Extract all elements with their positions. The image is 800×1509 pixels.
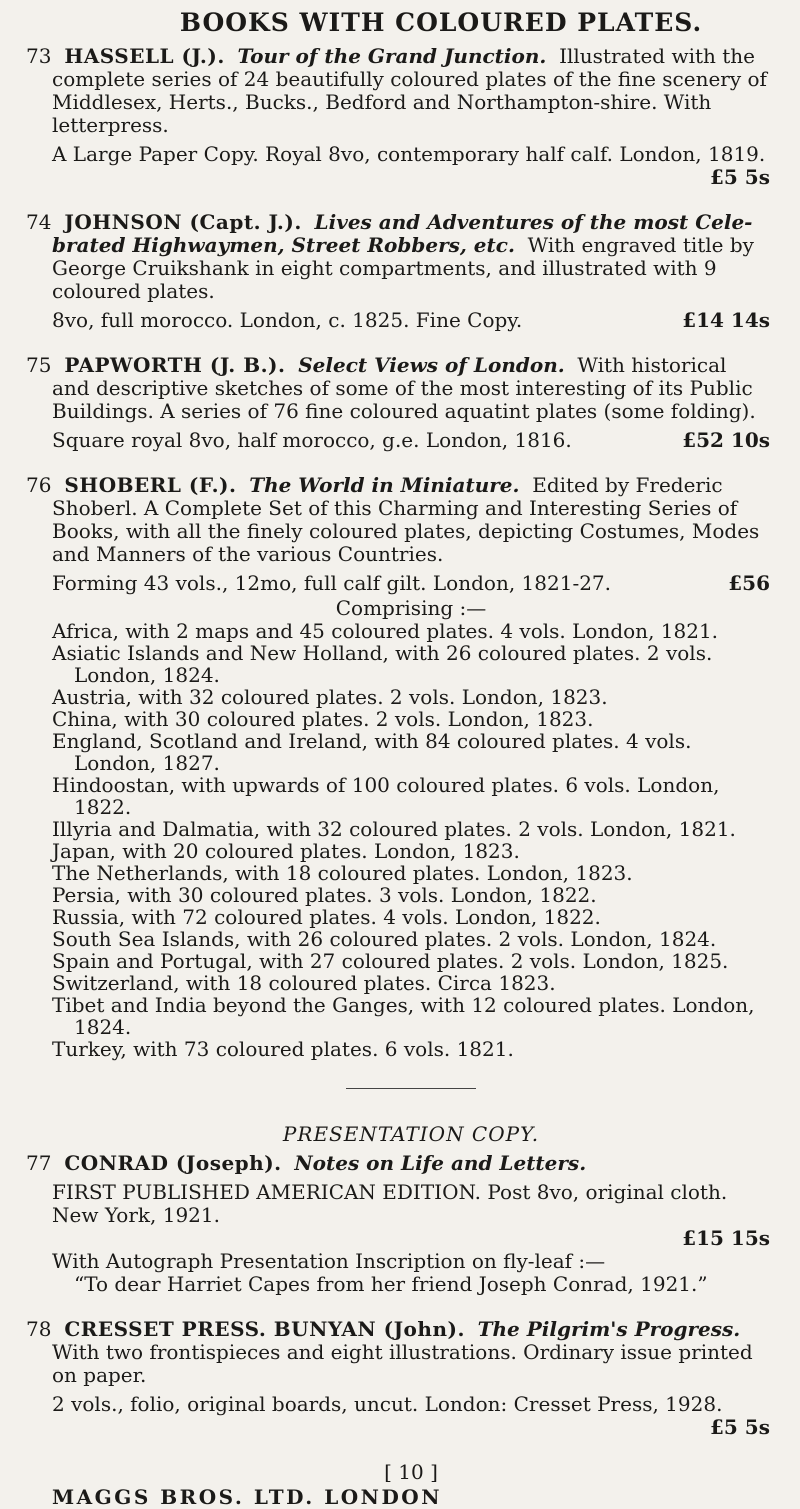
inscription-note: With Autograph Presentation Inscription on fly-leaf :— <box>52 1249 606 1273</box>
list-item: Tibet and India beyond the Ganges, with 12 coloured plates. London, 1824. <box>52 993 755 1039</box>
list-item: South Sea Islands, with 26 coloured plates. 2 vols. London, 1824. <box>52 927 717 951</box>
lot-number: 76 <box>26 473 52 497</box>
description: With two frontispieces and eight illustrations. Ordinary issue printed on paper. <box>52 1340 753 1387</box>
book-title: Lives and Adventures of the most Cele-brated Highwaymen, Street Robbers, etc. <box>52 210 753 257</box>
entry-lead <box>26 44 770 137</box>
author: SHOBERL (F.). <box>64 473 237 497</box>
book-title: The World in Miniature. <box>249 473 520 497</box>
list-item: Spain and Portugal, with 27 coloured plates. 2 vols. London, 1825. <box>52 949 729 973</box>
entry-lead <box>26 473 770 566</box>
list-item: Turkey, with 73 coloured plates. 6 vols. 1821. <box>52 1037 514 1061</box>
description: With historical and descriptive sketches of some of the most interesting of its Public Buildings. A series of 76 fine coloured aquatint plates (some folding). <box>52 353 756 423</box>
section-divider <box>346 1088 476 1089</box>
entry-73 <box>26 44 770 189</box>
list-item: England, Scotland and Ireland, with 84 coloured plates. 4 vols. London, 1827. <box>52 729 692 775</box>
list-item: The Netherlands, with 18 coloured plates. London, 1823. <box>52 861 633 885</box>
entry-78 <box>26 1317 770 1439</box>
list-item: Asiatic Islands and New Holland, with 26 coloured plates. 2 vols. London, 1824. <box>52 641 713 687</box>
list-item: Austria, with 32 coloured plates. 2 vols. London, 1823. <box>52 685 608 709</box>
entry-lead <box>26 1317 770 1387</box>
lot-number: 78 <box>26 1317 52 1341</box>
author: JOHNSON (Capt. J.). <box>64 210 302 234</box>
lot-number: 75 <box>26 353 52 377</box>
comprising-label: Comprising :— <box>335 596 487 620</box>
author: HASSELL (J.). <box>64 44 225 68</box>
book-title: Select Views of London. <box>298 353 565 377</box>
binding-detail: 8vo, full morocco. London, c. 1825. Fine Copy. <box>52 308 523 332</box>
entry-75 <box>26 353 770 452</box>
price: £5 5s <box>710 165 770 189</box>
detail-row <box>52 309 770 332</box>
entry-lead <box>26 353 770 423</box>
price: £52 10s <box>682 428 770 452</box>
list-item: China, with 30 coloured plates. 2 vols. London, 1823. <box>52 707 594 731</box>
list-item: Switzerland, with 18 coloured plates. Circa 1823. <box>52 971 556 995</box>
entry-77 <box>26 1122 770 1296</box>
list-item: Hindoostan, with upwards of 100 coloured plates. 6 vols. London, 1822. <box>52 773 720 819</box>
price: £56 <box>728 571 770 595</box>
description: Edited by Frederic Shoberl. A Complete Set of this Charming and Interesting Series of Books, with all the finely coloured plates, depicting Costumes, Modes and Manners of the various Countries. <box>52 473 760 566</box>
page-number: [ 10 ] <box>384 1460 438 1484</box>
description: With engraved title by George Cruikshank in eight compartments, and illustrated with 9 coloured plates. <box>52 233 754 303</box>
list-item: Russia, with 72 coloured plates. 4 vols. London, 1822. <box>52 905 601 929</box>
contents-list <box>52 620 770 1060</box>
binding-detail: Square royal 8vo, half morocco, g.e. London, 1816. <box>52 428 572 452</box>
price: £15 15s <box>682 1226 770 1250</box>
list-item: Japan, with 20 coloured plates. London, 1823. <box>52 839 520 863</box>
book-title: Tour of the Grand Junction. <box>237 44 547 68</box>
description: Illustrated with the complete series of 24 beautifully coloured plates of the fine scenery of Middlesex, Herts., Bucks., Bedford and Northampton-shire. With letterpress. <box>52 44 767 137</box>
entry-74 <box>26 210 770 332</box>
author: CONRAD (Joseph). <box>64 1151 282 1175</box>
list-item: Illyria and Dalmatia, with 32 coloured plates. 2 vols. London, 1821. <box>52 817 736 841</box>
section-heading: PRESENTATION COPY. <box>282 1122 540 1146</box>
price: £14 14s <box>682 308 770 332</box>
list-item: Persia, with 30 coloured plates. 3 vols. London, 1822. <box>52 883 597 907</box>
entry-76 <box>26 473 770 1061</box>
entry-lead <box>26 210 770 303</box>
lot-number: 77 <box>26 1151 52 1175</box>
binding-detail: FIRST PUBLISHED AMERICAN EDITION. Post 8vo, original cloth. New York, 1921. <box>52 1180 728 1227</box>
detail-row <box>52 572 770 595</box>
detail-row <box>52 429 770 452</box>
author: PAPWORTH (J. B.). <box>64 353 286 377</box>
book-title: The Pilgrim's Progress. <box>477 1317 741 1341</box>
inscription-quote: “To dear Harriet Capes from her friend Joseph Conrad, 1921.” <box>74 1272 708 1296</box>
publisher-imprint: MAGGS BROS. LTD. LONDON <box>52 1485 443 1509</box>
running-head: BOOKS WITH COLOURED PLATES. <box>179 8 703 37</box>
binding-detail: A Large Paper Copy. Royal 8vo, contemporary half calf. London, 1819. <box>52 142 766 166</box>
binding-detail: Forming 43 vols., 12mo, full calf gilt. London, 1821-27. <box>52 571 612 595</box>
entry-lead <box>26 1151 770 1175</box>
binding-detail: 2 vols., folio, original boards, uncut. London: Cresset Press, 1928. <box>52 1392 723 1416</box>
lot-number: 73 <box>26 44 52 68</box>
list-item: Africa, with 2 maps and 45 coloured plates. 4 vols. London, 1821. <box>52 619 719 643</box>
author: CRESSET PRESS. BUNYAN (John). <box>64 1317 465 1341</box>
price: £5 5s <box>710 1415 770 1439</box>
lot-number: 74 <box>26 210 52 234</box>
book-title: Notes on Life and Letters. <box>294 1151 587 1175</box>
